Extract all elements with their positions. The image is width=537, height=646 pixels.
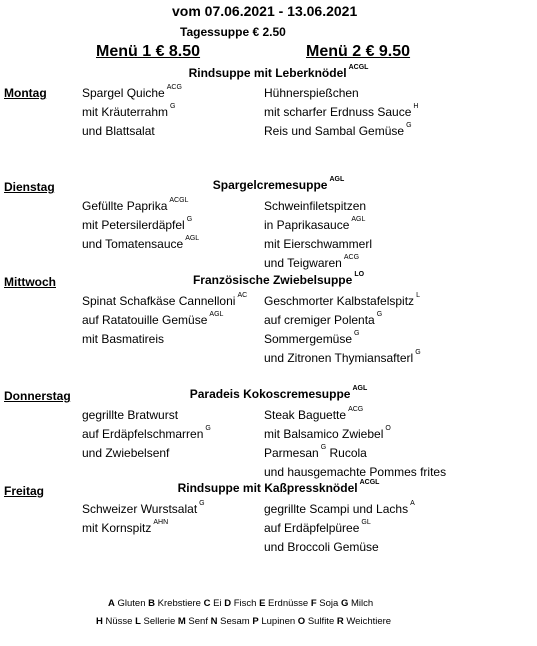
dish-text: mit Kräuterrahm [82,105,169,119]
allergen-name: Senf [185,616,211,627]
allergen-name: Lupinen [258,616,298,627]
allergen-codes: G [354,330,360,337]
dish-text: mit Kornspitz [82,521,152,535]
allergen-name: Krebstiere [155,598,204,609]
allergen-name: Sulfite [305,616,337,627]
dish-text: Spinat Schafkäse Cannelloni [82,294,236,308]
allergen-name: Sellerie [140,616,178,627]
day-label: Donnerstag [4,389,71,403]
dish-text: auf cremiger Polenta [264,313,375,327]
menu1-item [82,313,223,327]
dish-text: Steak Baguette [264,408,347,422]
allergen-codes: ACGL [359,479,380,486]
dish-text: mit Petersilerdäpfel [82,218,185,232]
menu1-item [82,502,205,516]
allergen-codes: G [205,425,211,432]
allergen-codes: GL [361,519,371,526]
allergen-name: Weichtiere [343,616,392,627]
dish-text: und Tomatensauce [82,237,184,251]
dish-text: Schweinfiletspitzen [264,199,367,213]
allergen-codes: O [385,425,391,432]
dish-text: Gefüllte Paprika [82,199,168,213]
dish-text: auf Ratatouille Gemüse [82,313,208,327]
day-label: Mittwoch [4,275,56,289]
menu1-item [82,218,192,232]
menu1-item [82,105,175,119]
menu1-item [82,427,211,441]
dish-text: gegrillte Scampi und Lachs [264,502,409,516]
dish-text: Paradeis Kokoscremesuppe [189,387,351,401]
allergen-code: L [135,616,141,627]
allergen-codes: AGL [329,176,345,183]
menu1-item [82,521,168,535]
soup-of-day [0,178,537,192]
allergen-name: Fisch [231,598,260,609]
dish-text: mit Eierschwammerl [264,237,373,251]
menu1-item [82,446,169,460]
allergen-code: N [210,616,218,627]
tagessuppe-price: Tagessuppe € 2.50 [180,25,286,39]
menu2-item [264,351,421,365]
allergen-codes: AGL [185,235,200,242]
allergen-codes: LO [354,271,365,278]
allergen-codes: ACG [166,84,182,91]
allergen-codes: G [186,216,193,223]
menu1-item [82,237,199,251]
allergen-code: R [336,616,344,627]
allergen-code: M [177,616,186,627]
allergen-codes: G [406,122,412,129]
allergen-codes: A [410,500,415,507]
menu1-item [82,294,247,308]
menu2-item [264,427,391,441]
menu2-item [264,465,446,479]
menu2-item [264,540,379,554]
dish-text: Rindsuppe mit Kaßpressknödel [177,481,358,495]
allergen-name: Ei [210,598,225,609]
date-range: vom 07.06.2021 - 13.06.2021 [172,3,358,19]
menu2-item [264,218,365,232]
allergen-code: B [148,598,156,609]
dish-text: und Broccoli Gemüse [264,540,379,554]
allergen-name: Nüsse [102,616,136,627]
soup-of-day [0,481,537,495]
dish-text: mit scharfer Erdnuss Sauce [264,105,412,119]
menu2-item [264,313,382,327]
allergen-codes: ACGL [169,197,189,204]
dish-text: und Zwiebelsenf [82,446,170,460]
allergen-name: Erdnüsse [265,598,311,609]
dish-text: in Paprikasauce [264,218,350,232]
dish-text: Schweizer Wurstsalat [82,502,198,516]
menu1-item [82,332,164,346]
dish-text: gegrillte Bratwurst [82,408,179,422]
menu2-item [264,237,372,251]
dish-text: Rindsuppe mit Leberknödel [188,66,347,80]
allergen-codes: G [170,103,176,110]
menu2-item [264,86,359,100]
day-label: Freitag [4,484,45,498]
dish-text: Spargelcremesuppe [212,178,328,192]
menu1-header: Menü 1 € 8.50 [96,43,201,60]
allergen-codes: AGL [352,385,368,392]
allergen-name: Milch [348,598,374,609]
allergen-codes: G [320,444,327,451]
soup-of-day [0,387,537,401]
menu1-item [82,199,188,213]
menu2-item [264,521,371,535]
menu2-item [264,408,363,422]
allergen-codes: G [376,311,383,318]
menu1-item [82,124,155,138]
menu2-item [264,256,359,270]
dish-text: Spargel Quiche [82,86,165,100]
allergen-codes: AGL [209,311,224,318]
dish-text: Parmesan [264,446,319,460]
allergen-name: Soja [316,598,341,609]
dish-text: Geschmorter Kalbstafelspitz [264,294,415,308]
dish-text: auf Erdäpfelschmarren [82,427,204,441]
dish-text: Sommergemüse [264,332,353,346]
dish-text: und Zitronen Thymiansafterl [264,351,414,365]
allergen-codes: ACGL [348,64,369,71]
dish-text: auf Erdäpfelpüree [264,521,360,535]
dish-text: mit Balsamico Zwiebel [264,427,384,441]
menu2-item [264,446,367,460]
allergen-name: Gluten [114,598,149,609]
dish-text: Reis und Sambal Gemüse [264,124,405,138]
allergen-codes: AGL [351,216,366,223]
menu2-item [264,105,418,119]
allergen-code: F [310,598,317,609]
allergen-codes: G [415,349,421,356]
dish-text: Französische Zwiebelsuppe [192,273,353,287]
allergen-codes: H [413,103,419,110]
menu1-item [82,86,182,100]
allergen-code: E [259,598,266,609]
allergen-codes: AHN [153,519,169,526]
dish-text: mit Basmatireis [82,332,165,346]
allergen-codes: ACG [343,254,360,261]
dish-text: Hühnerspießchen [264,86,359,100]
allergen-code: G [340,598,349,609]
menu2-item [264,332,359,346]
day-label: Dienstag [4,180,55,194]
allergen-name: Sesam [217,616,253,627]
allergen-code: C [203,598,211,609]
menu2-item [264,502,415,516]
allergen-code: D [224,598,232,609]
dish-text: und hausgemachte Pommes frites [264,465,447,479]
day-label: Montag [4,86,47,100]
menu2-item [264,294,420,308]
allergen-legend-line1 [108,598,373,609]
menu1-item [82,408,178,422]
allergen-code: P [252,616,259,627]
soup-of-day [0,66,537,80]
dish-text: und Blattsalat [82,124,155,138]
dish-text: und Teigwaren [264,256,342,270]
allergen-codes: G [199,500,205,507]
menu2-item [264,199,366,213]
allergen-codes: L [416,292,420,299]
menu2-header: Menü 2 € 9.50 [306,43,411,60]
allergen-code: A [108,598,115,609]
dish-text-extra: Rucola [326,446,367,460]
allergen-codes: AC [237,292,248,299]
allergen-code: H [96,616,103,627]
allergen-code: O [297,616,306,627]
menu2-item [264,124,412,138]
allergen-codes: ACG [348,406,364,413]
allergen-legend-line2 [96,616,391,627]
soup-of-day [0,273,537,287]
